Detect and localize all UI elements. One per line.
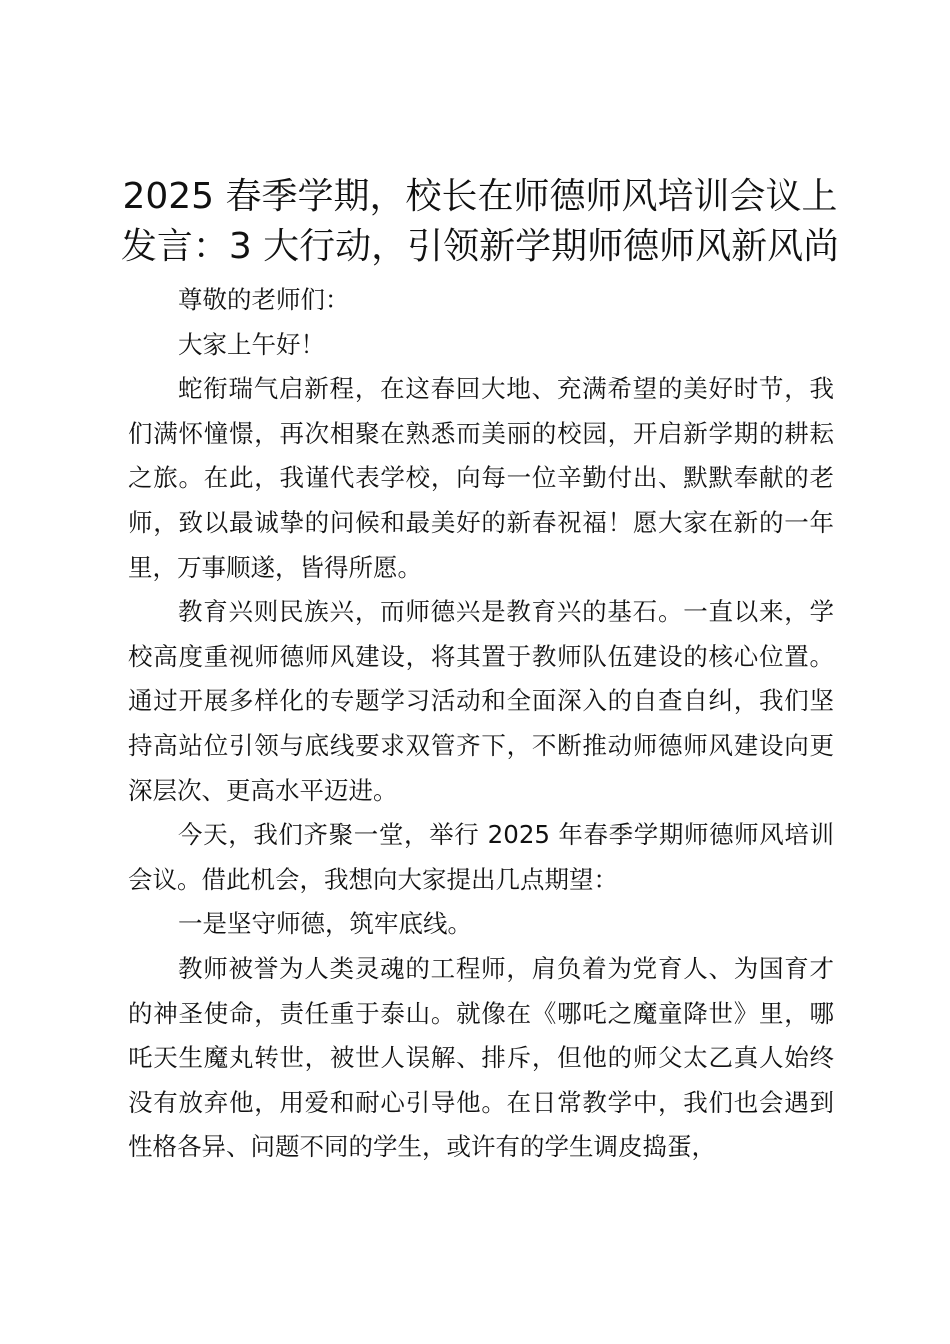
paragraph-teacher-mission: 教师被誉为人类灵魂的工程师，肩负着为党育人、为国育才的神圣使命，责任重于泰山。就像在《哪吒之魔童降世》里，哪吒天生魔丸转世，被世人误解、排斥，但他的师父太乙真人始终没有放弃他，用爱和耐心引导他。在日常教学中，我们也会遇到性格各异、问题不同的学生，或许有的学生调皮捣蛋， bbox=[128, 953, 834, 1162]
document-body bbox=[128, 278, 834, 1170]
document-title bbox=[120, 172, 840, 272]
greeting: 大家上午好！ bbox=[178, 329, 325, 359]
title-line-1: 2025 春季学期，校长在师德师风培训会议上 bbox=[122, 176, 838, 217]
title-line-2: 发言：3 大行动，引领新学期师德师风新风尚 bbox=[120, 226, 840, 267]
salutation: 尊敬的老师们： bbox=[178, 285, 350, 314]
paragraph-meeting: 今天，我们齐聚一堂，举行 2025 年春季学期师德师风培训会议。借此机会，我想向大家提出几点期望： bbox=[128, 820, 834, 894]
paragraph-education: 教育兴则民族兴，而师德兴是教育兴的基石。一直以来，学校高度重视师德师风建设，将其置于教师队伍建设的核心位置。通过开展多样化的专题学习活动和全面深入的自查自纠，我们坚持高站位引领与底线要求双管齐下，不断推动师德师风建设向更深层次、更高水平迈进。 bbox=[128, 597, 834, 805]
paragraph-opening: 蛇衔瑞气启新程，在这春回大地、充满希望的美好时节，我们满怀憧憬，再次相聚在熟悉而美丽的校园，开启新学期的耕耘之旅。在此，我谨代表学校，向每一位辛勤付出、默默奉献的老师，致以最诚挚的问候和最美好的新春祝福！愿大家在新的一年里，万事顺遂，皆得所愿。 bbox=[128, 374, 834, 582]
section-heading-one: 一是坚守师德，筑牢底线。 bbox=[178, 909, 472, 939]
